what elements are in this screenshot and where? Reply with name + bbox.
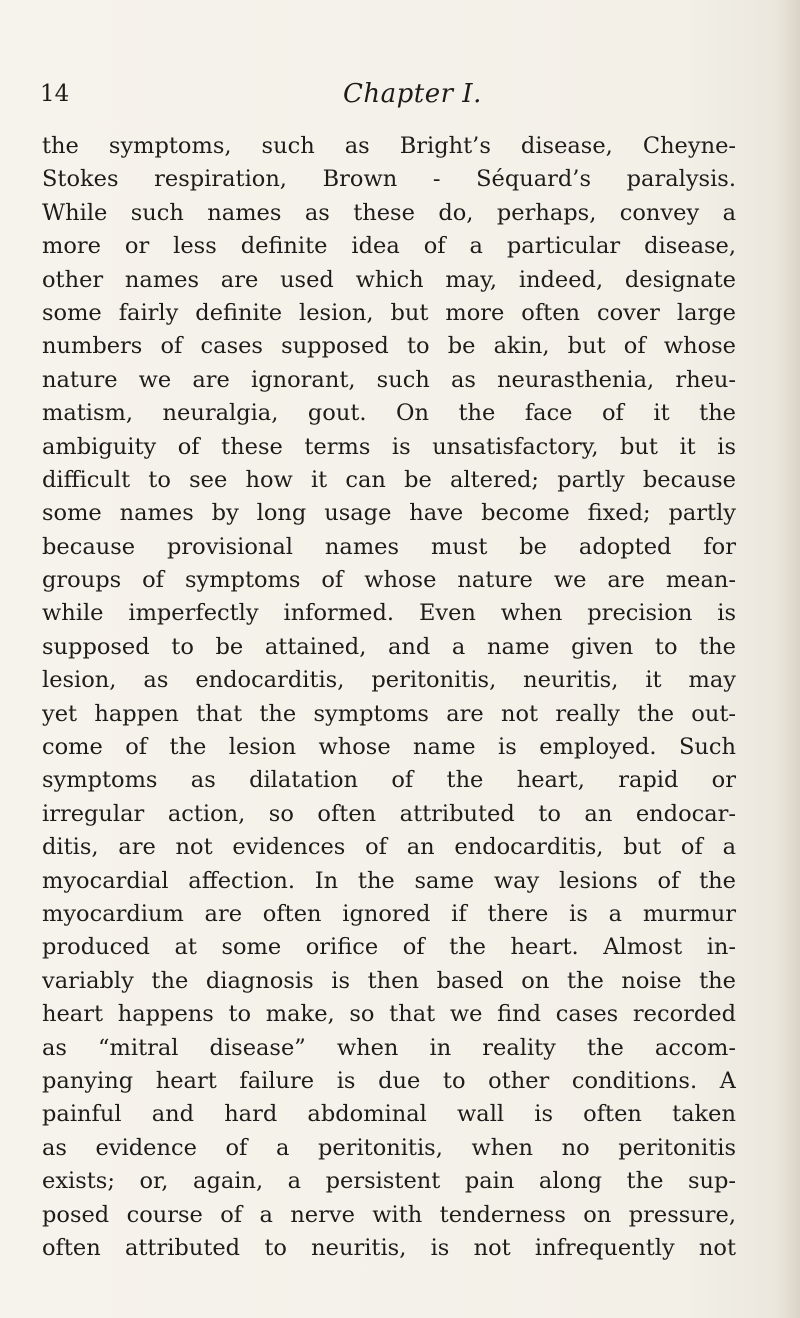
text-line: the symptoms, such as Bright’s disease, Cheyne- bbox=[42, 133, 736, 159]
text-line: produced at some orifice of the heart. Almost in- bbox=[42, 934, 736, 961]
page-header bbox=[40, 74, 720, 114]
text-line: often attributed to neuritis, is not infrequently not bbox=[42, 1234, 736, 1261]
text-line: posed course of a nerve with tenderness on pressure, bbox=[42, 1201, 736, 1228]
body-text bbox=[42, 130, 736, 1265]
text-line: yet happen that the symptoms are not really the out- bbox=[42, 700, 736, 727]
text-line: irregular action, so often attributed to an endocar- bbox=[42, 800, 736, 827]
text-line: difficult to see how it can be altered; partly because bbox=[42, 466, 736, 493]
text-line: nature we are ignorant, such as neurasthenia, rheu- bbox=[42, 366, 736, 393]
text-line: some fairly definite lesion, but more often cover large bbox=[42, 299, 736, 326]
text-line: lesion, as endocarditis, peritonitis, neuritis, it may bbox=[42, 667, 736, 694]
page-number: 14 bbox=[40, 81, 70, 107]
text-line: more or less definite idea of a particular disease, bbox=[42, 233, 736, 260]
text-line: panying heart failure is due to other conditions. A bbox=[42, 1067, 736, 1094]
text-line: myocardial affection. In the same way lesions of the bbox=[42, 867, 736, 894]
text-line: numbers of cases supposed to be akin, but of whose bbox=[42, 333, 736, 360]
text-line: painful and hard abdominal wall is often taken bbox=[42, 1101, 736, 1128]
text-line: exists; or, again, a persistent pain along the sup- bbox=[42, 1168, 736, 1195]
text-line: as “mitral disease” when in reality the accom- bbox=[42, 1034, 736, 1061]
text-line: as evidence of a peritonitis, when no peritonitis bbox=[42, 1134, 736, 1161]
text-line: matism, neuralgia, gout. On the face of it the bbox=[42, 400, 736, 427]
text-line: While such names as these do, perhaps, convey a bbox=[42, 199, 736, 226]
text-line: while imperfectly informed. Even when precision is bbox=[42, 600, 736, 627]
text-line: myocardium are often ignored if there is a murmur bbox=[42, 900, 736, 927]
running-head: Chapter I. bbox=[343, 79, 482, 109]
text-line: groups of symptoms of whose nature we are mean- bbox=[42, 567, 736, 594]
text-line: Stokes respiration, Brown - Séquard’s paralysis. bbox=[42, 166, 736, 193]
text-line: heart happens to make, so that we find cases recorded bbox=[42, 1001, 736, 1028]
text-line: because provisional names must be adopted for bbox=[42, 533, 736, 560]
text-line: ambiguity of these terms is unsatisfactory, but it is bbox=[42, 433, 736, 460]
text-line: supposed to be attained, and a name given to the bbox=[42, 633, 736, 660]
text-line: some names by long usage have become fixed; partly bbox=[42, 500, 736, 527]
text-line: symptoms as dilatation of the heart, rapid or bbox=[42, 767, 736, 794]
text-line: variably the diagnosis is then based on the noise the bbox=[42, 967, 736, 994]
text-line: other names are used which may, indeed, designate bbox=[42, 266, 736, 293]
text-line: come of the lesion whose name is employed. Such bbox=[42, 734, 736, 761]
text-line: ditis, are not evidences of an endocarditis, but of a bbox=[42, 834, 736, 861]
